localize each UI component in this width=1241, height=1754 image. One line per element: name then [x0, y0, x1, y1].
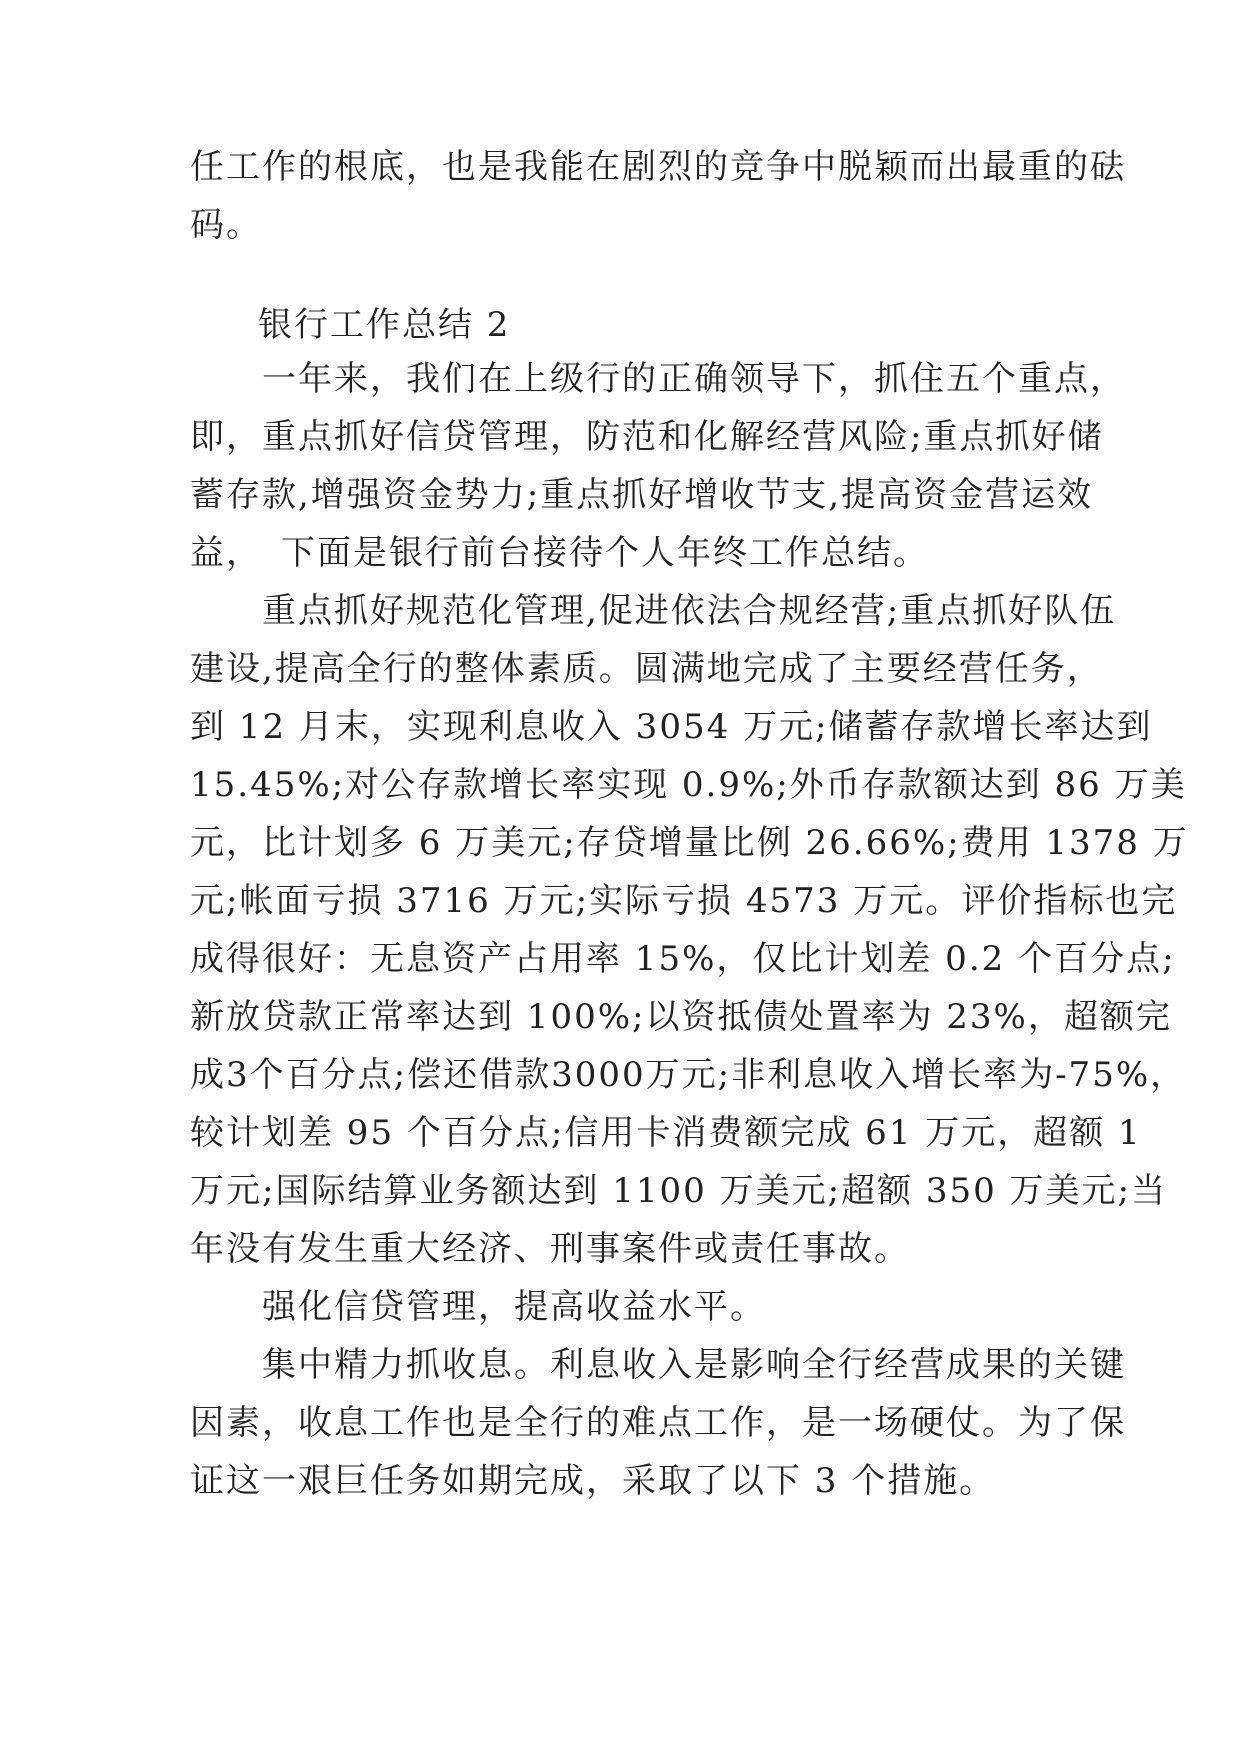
- paragraph-line: 万元;国际结算业务额达到 1100 万美元;超额 350 万美元;当: [190, 1171, 1168, 1211]
- paragraph-line: 较计划差 95 个百分点;信用卡消费额完成 61 万元，超额 1: [190, 1113, 1142, 1153]
- paragraph-line: 码。: [190, 205, 262, 245]
- paragraph-line: 元;帐面亏损 3716 万元;实际亏损 4573 万元。评价指标也完: [190, 881, 1178, 921]
- paragraph-line: 蓄存款,增强资金势力;重点抓好增收节支,提高资金营运效: [190, 475, 1094, 515]
- paragraph-line: 年没有发生重大经济、刑事案件或责任事故。: [190, 1229, 910, 1269]
- paragraph-line: 强化信贷管理，提高收益水平。: [190, 1287, 766, 1327]
- paragraph-line: 一年来，我们在上级行的正确领导下，抓住五个重点，: [190, 359, 1126, 399]
- intro-paragraph: [190, 138, 1126, 254]
- paragraph-line: 益， 下面是银行前台接待个人年终工作总结。: [190, 533, 929, 573]
- paragraph-line: 成3个百分点;偿还借款3000万元;非利息收入增长率为-75%，: [190, 1055, 1187, 1095]
- paragraph-line: 建设,提高全行的整体素质。圆满地完成了主要经营任务，: [190, 649, 1103, 689]
- section-title: 银行工作总结 2: [258, 305, 511, 345]
- paragraph-line: 到 12 月末，实现利息收入 3054 万元;储蓄存款增长率达到: [190, 707, 1153, 747]
- paragraph-line: 15.45%;对公存款增长率实现 0.9%;外币存款额达到 86 万美: [190, 765, 1187, 805]
- paragraph-line: 即，重点抓好信贷管理，防范和化解经营风险;重点抓好储: [190, 417, 1104, 457]
- paragraph-line: 任工作的根底，也是我能在剧烈的竞争中脱颖而出最重的砝: [190, 147, 1126, 187]
- paragraph-line: 证这一艰巨任务如期完成，采取了以下 3 个措施。: [190, 1461, 996, 1501]
- paragraph-line: 因素，收息工作也是全行的难点工作，是一场硬仗。为了保: [190, 1403, 1126, 1443]
- section-title-block: [190, 296, 1070, 354]
- paragraph-line: 成得很好：无息资产占用率 15%，仅比计划差 0.2 个百分点;: [190, 939, 1176, 979]
- paragraph-line: 集中精力抓收息。利息收入是影响全行经营成果的关键: [190, 1345, 1126, 1385]
- body-text: [190, 350, 1189, 1510]
- paragraph-line: 元，比计划多 6 万美元;存贷增量比例 26.66%;费用 1378 万: [190, 823, 1189, 863]
- paragraph-line: 重点抓好规范化管理,促进依法合规经营;重点抓好队伍: [190, 591, 1117, 631]
- paragraph-line: 新放贷款正常率达到 100%;以资抵债处置率为 23%，超额完: [190, 997, 1172, 1037]
